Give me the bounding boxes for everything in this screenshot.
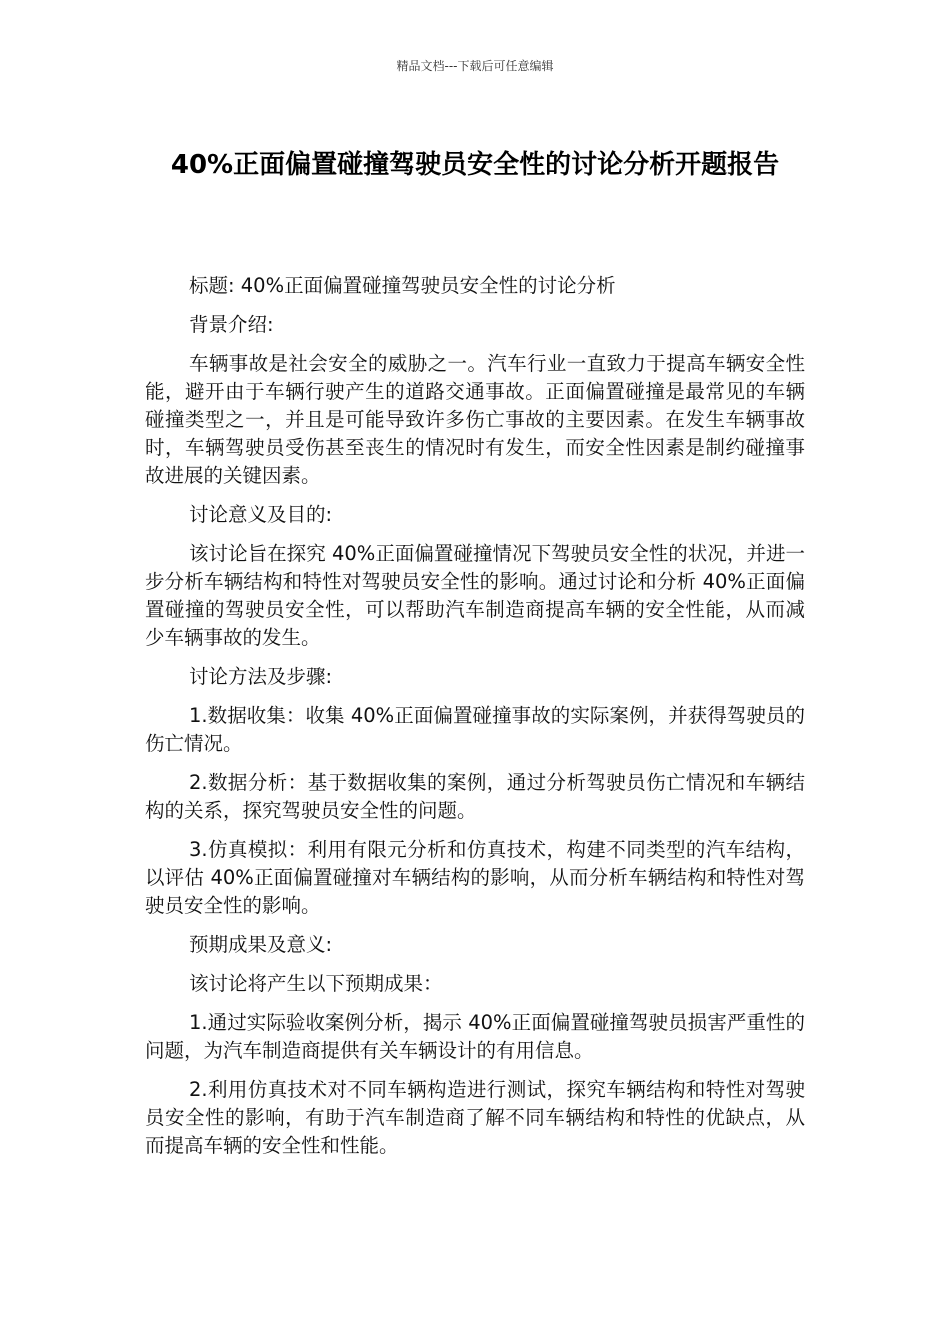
paragraph-method-step-1: 1.数据收集：收集 40%正面偏置碰撞事故的实际案例，并获得驾驶员的伤亡情况。 — [145, 704, 805, 755]
paragraph-method-step-3: 3.仿真模拟：利用有限元分析和仿真技术，构建不同类型的汽车结构，以评估 40%正面偏置碰撞对车辆结构的影响，从而分析车辆结构和特性对驾驶员安全性的影响。 — [145, 838, 805, 917]
paragraph-outcome-2: 2.利用仿真技术对不同车辆构造进行测试，探究车辆结构和特性对驾驶员安全性的影响，有助于汽车制造商了解不同车辆结构和特性的优缺点，从而提高车辆的安全性和性能。 — [145, 1078, 805, 1157]
paragraph-heading-background: 背景介绍: — [189, 313, 274, 336]
paragraph-heading-outcomes: 预期成果及意义: — [189, 933, 333, 956]
paragraph-method-step-2: 2.数据分析：基于数据收集的案例，通过分析驾驶员伤亡情况和车辆结构的关系，探究驾驶员安全性的问题。 — [145, 771, 805, 822]
paragraph-outcomes-intro: 该讨论将产生以下预期成果： — [189, 972, 443, 995]
paragraph-outcome-1: 1.通过实际验收案例分析，揭示 40%正面偏置碰撞驾驶员损害严重性的问题，为汽车制造商提供有关车辆设计的有用信息。 — [145, 1011, 805, 1062]
document-title: 40%正面偏置碰撞驾驶员安全性的讨论分析开题报告 — [170, 150, 780, 180]
paragraph-heading-method: 讨论方法及步骤: — [189, 665, 333, 688]
document-body — [145, 272, 805, 1171]
paragraph-purpose: 该讨论旨在探究 40%正面偏置碰撞情况下驾驶员安全性的状况，并进一步分析车辆结构和特性对驾驶员安全性的影响。通过讨论和分析 40%正面偏置碰撞的驾驶员安全性，可以帮助汽车制造商提高车辆的安全性能，从而减少车辆事故的发生。 — [145, 542, 805, 649]
paragraph-heading-purpose: 讨论意义及目的: — [189, 503, 333, 526]
paragraph-background: 车辆事故是社会安全的威胁之一。汽车行业一直致力于提高车辆安全性能，避开由于车辆行驶产生的道路交通事故。正面偏置碰撞是最常见的车辆碰撞类型之一，并且是可能导致许多伤亡事故的主要因素。在发生车辆事故时，车辆驾驶员受伤甚至丧生的情况时有发生，而安全性因素是制约碰撞事故进展的关键因素。 — [145, 352, 805, 487]
paragraph-subject: 标题: 40%正面偏置碰撞驾驶员安全性的讨论分析 — [189, 274, 616, 297]
header-note: 精品文档---下载后可任意编辑 — [396, 59, 554, 73]
